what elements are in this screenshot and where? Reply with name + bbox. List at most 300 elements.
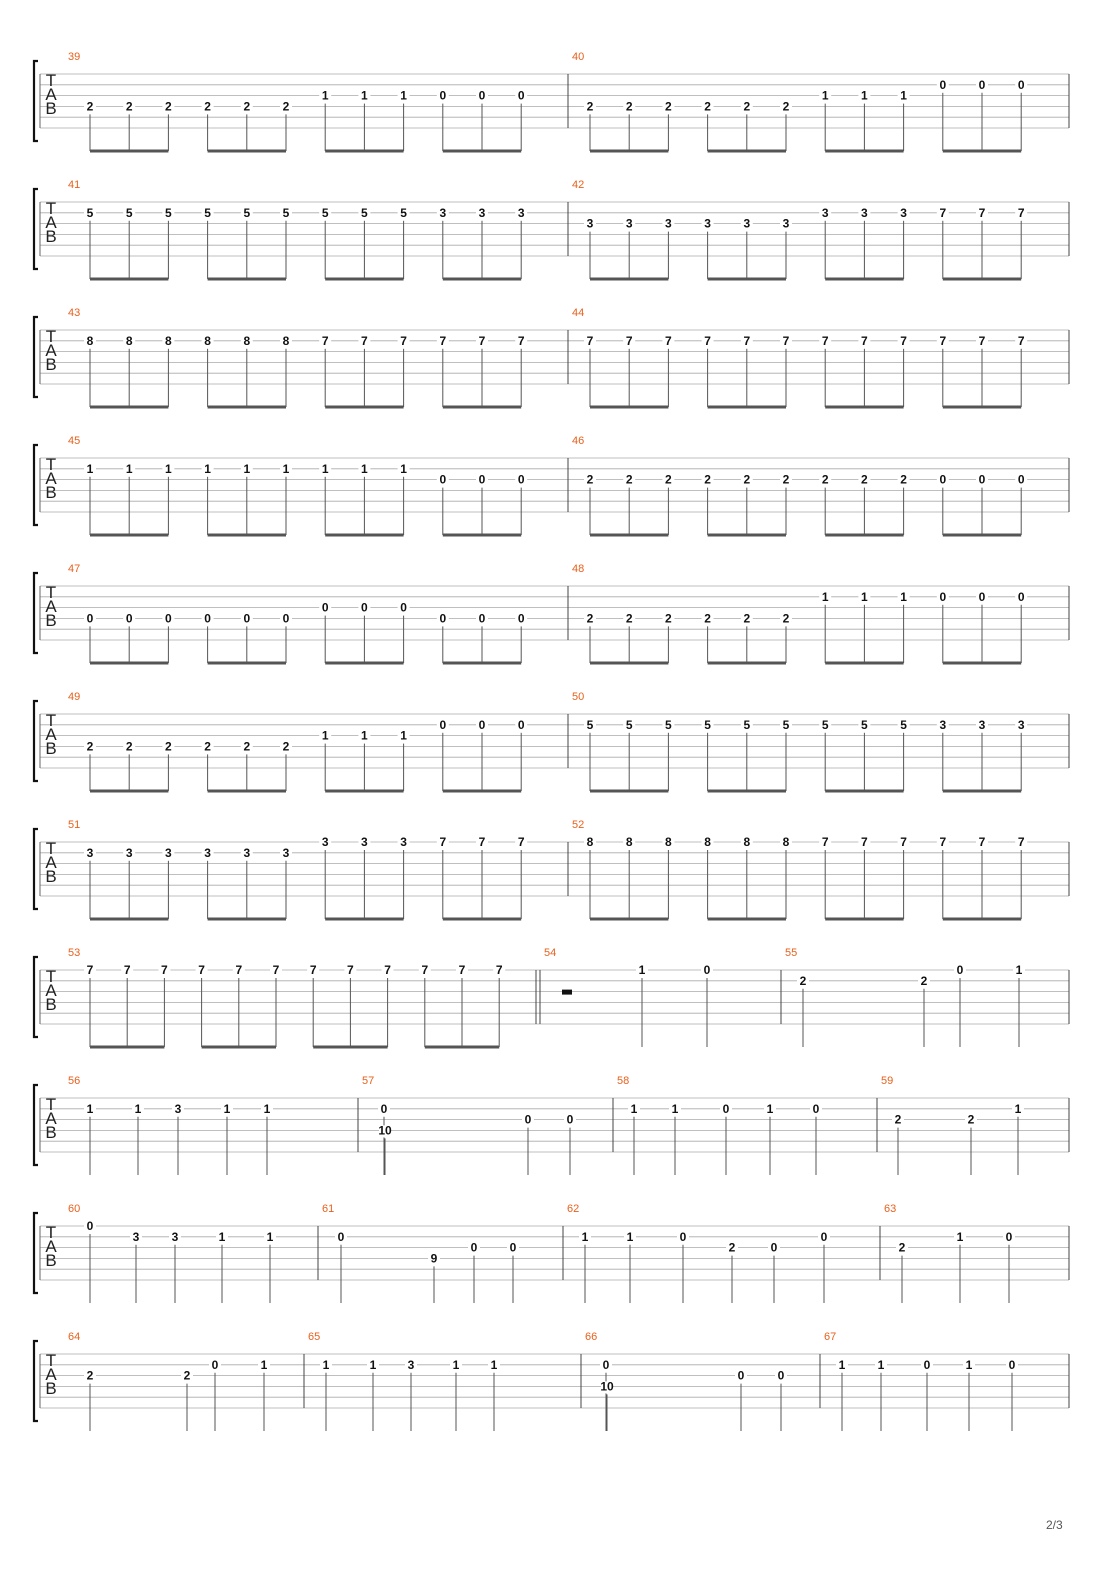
measure <box>785 947 1069 1047</box>
fret-number: 5 <box>821 717 829 732</box>
fret-number: 0 <box>439 472 447 487</box>
fret-number: 7 <box>978 835 986 849</box>
fret-number: 3 <box>282 845 290 860</box>
fret-number: 2 <box>204 99 211 114</box>
fret-number: 7 <box>321 333 329 348</box>
tab-clef-letter: A <box>45 1365 57 1384</box>
fret-number: 2 <box>821 472 829 487</box>
measure <box>572 691 1069 791</box>
fret-number: 7 <box>517 333 525 348</box>
fret-number: 0 <box>956 963 964 977</box>
fret-number: 7 <box>861 333 868 348</box>
fret-number: 7 <box>272 963 280 977</box>
measure-number: 40 <box>572 51 585 63</box>
fret-number: 7 <box>1017 333 1025 348</box>
fret-number: 3 <box>132 1229 140 1244</box>
tab-system <box>34 51 1069 151</box>
fret-number: 2 <box>782 611 790 626</box>
measure-number: 65 <box>308 1331 321 1343</box>
fret-number: 7 <box>743 333 751 348</box>
fret-number: 2 <box>898 1240 906 1255</box>
fret-number: 0 <box>1017 589 1025 604</box>
fret-number: 3 <box>171 1229 179 1244</box>
fret-number: 1 <box>263 1101 271 1116</box>
fret-number: 5 <box>86 205 94 220</box>
fret-number: 1 <box>86 461 94 476</box>
fret-number: 1 <box>626 1229 634 1244</box>
measure <box>68 179 568 279</box>
fret-number: 1 <box>369 1357 377 1372</box>
tab-clef-letter: A <box>45 853 57 872</box>
fret-number: 3 <box>204 845 211 860</box>
fret-number: 2 <box>243 99 251 114</box>
fret-number: 3 <box>743 216 751 231</box>
fret-number: 8 <box>665 835 672 849</box>
fret-number: 7 <box>361 333 368 348</box>
fret-number: 1 <box>322 1357 330 1372</box>
tab-clef-letter: T <box>45 199 57 218</box>
fret-number: 10 <box>600 1379 614 1394</box>
fret-number: 0 <box>86 1219 94 1233</box>
fret-number: 2 <box>86 99 94 114</box>
measure <box>585 1331 820 1431</box>
fret-number: 7 <box>900 835 907 849</box>
fret-number: 0 <box>703 963 711 977</box>
fret-number: 7 <box>586 333 594 348</box>
fret-number: 0 <box>737 1368 745 1383</box>
fret-number: 3 <box>125 845 133 860</box>
fret-number: 7 <box>939 333 947 348</box>
fret-number: 7 <box>978 205 986 220</box>
fret-number: 5 <box>900 717 907 732</box>
fret-number: 7 <box>939 835 947 849</box>
fret-number: 1 <box>490 1357 498 1372</box>
tab-clef-letter: T <box>45 711 57 730</box>
fret-number: 2 <box>243 739 251 754</box>
fret-number: 7 <box>478 333 486 348</box>
fret-number: 1 <box>86 1101 94 1116</box>
tab-system <box>34 947 1069 1047</box>
tab-clef-letter: T <box>45 583 57 602</box>
fret-number: 0 <box>509 1240 517 1255</box>
fret-number: 7 <box>478 835 486 849</box>
measure <box>322 1203 563 1303</box>
fret-number: 5 <box>243 205 251 220</box>
fret-number: 3 <box>586 216 594 231</box>
fret-number: 8 <box>586 835 594 849</box>
fret-number: 0 <box>125 611 133 626</box>
measure-number: 66 <box>585 1331 598 1343</box>
fret-number: 7 <box>309 963 317 977</box>
measure <box>308 1331 581 1431</box>
tab-system <box>34 691 1069 791</box>
measure <box>68 691 568 791</box>
measure-number: 54 <box>544 947 557 959</box>
measure <box>362 1075 613 1175</box>
fret-number: 2 <box>282 99 290 114</box>
tab-clef-letter: A <box>45 981 57 1000</box>
measure <box>572 563 1069 663</box>
fret-number: 0 <box>939 589 947 604</box>
page-number: 2/3 <box>1046 1518 1063 1532</box>
fret-number: 0 <box>978 472 986 487</box>
fret-number: 7 <box>821 333 829 348</box>
fret-number: 5 <box>704 717 711 732</box>
fret-number: 2 <box>586 611 594 626</box>
fret-number: 2 <box>665 472 672 487</box>
tab-clef-letter: T <box>45 1223 57 1242</box>
system-bracket <box>34 829 38 909</box>
fret-number: 2 <box>204 739 211 754</box>
tab-clef-letter: A <box>45 469 57 488</box>
fret-number: 1 <box>766 1101 774 1116</box>
fret-number: 1 <box>900 88 907 103</box>
fret-number: 1 <box>956 1229 964 1244</box>
fret-number: 0 <box>204 611 211 626</box>
fret-number: 7 <box>235 963 243 977</box>
fret-number: 7 <box>1017 835 1025 849</box>
system-bracket <box>34 1085 38 1165</box>
fret-number: 2 <box>125 99 133 114</box>
fret-number: 1 <box>361 461 368 476</box>
fret-number: 8 <box>743 835 751 849</box>
fret-number: 7 <box>384 963 391 977</box>
tab-clef-letter: T <box>45 327 57 346</box>
fret-number: 2 <box>967 1112 975 1127</box>
fret-number: 8 <box>782 835 790 849</box>
fret-number: 0 <box>1017 472 1025 487</box>
tab-clef-letter: B <box>45 867 57 886</box>
fret-number: 0 <box>602 1357 610 1372</box>
fret-number: 2 <box>165 739 172 754</box>
fret-number: 5 <box>782 717 790 732</box>
fret-number: 0 <box>86 611 94 626</box>
tab-clef-letter: A <box>45 597 57 616</box>
measure <box>68 51 568 151</box>
tab-clef-letter: B <box>45 227 57 246</box>
system-bracket <box>34 1341 38 1421</box>
fret-number: 7 <box>86 963 94 977</box>
measure-number: 53 <box>68 947 81 959</box>
fret-number: 7 <box>198 963 205 977</box>
measure <box>824 1331 1069 1431</box>
tab-system <box>34 1331 1069 1431</box>
fret-number: 0 <box>321 600 329 615</box>
fret-number: 2 <box>799 973 807 988</box>
tab-clef-letter: B <box>45 1251 57 1270</box>
tab-clef-letter: B <box>45 611 57 630</box>
fret-number: 3 <box>165 845 172 860</box>
fret-number: 2 <box>165 99 172 114</box>
measure <box>68 819 568 919</box>
fret-number: 0 <box>211 1357 219 1372</box>
fret-number: 1 <box>125 461 133 476</box>
fret-number: 0 <box>517 88 525 103</box>
fret-number: 0 <box>1017 77 1025 92</box>
fret-number: 2 <box>861 472 868 487</box>
measure <box>68 1203 318 1303</box>
fret-number: 0 <box>282 611 290 626</box>
tab-clef-letter: A <box>45 213 57 232</box>
fret-number: 2 <box>743 472 751 487</box>
fret-number: 1 <box>134 1101 142 1116</box>
fret-number: 5 <box>165 205 172 220</box>
system-bracket <box>34 61 38 141</box>
fret-number: 0 <box>939 472 947 487</box>
fret-number: 1 <box>260 1357 268 1372</box>
fret-number: 7 <box>400 333 407 348</box>
fret-number: 1 <box>1014 1101 1022 1116</box>
fret-number: 2 <box>86 739 94 754</box>
measure-number: 46 <box>572 435 585 447</box>
fret-number: 5 <box>282 205 290 220</box>
measure <box>884 1203 1069 1303</box>
fret-number: 1 <box>282 461 290 476</box>
fret-number: 0 <box>439 717 447 732</box>
fret-number: 8 <box>282 333 290 348</box>
fret-number: 5 <box>204 205 211 220</box>
tab-system <box>34 563 1069 663</box>
tab-clef-letter: B <box>45 995 57 1014</box>
measure <box>544 947 781 1047</box>
fret-number: 0 <box>337 1229 345 1244</box>
measure-number: 63 <box>884 1203 897 1215</box>
fret-number: 7 <box>782 333 790 348</box>
fret-number: 0 <box>812 1101 820 1116</box>
measure <box>572 307 1069 407</box>
fret-number: 1 <box>638 963 646 977</box>
fret-number: 2 <box>894 1112 902 1127</box>
measure <box>572 819 1069 919</box>
fret-number: 0 <box>243 611 251 626</box>
measure-number: 52 <box>572 819 585 831</box>
tab-system <box>34 307 1069 407</box>
tab-clef-letter: T <box>45 1351 57 1370</box>
fret-number: 5 <box>743 717 751 732</box>
fret-number: 2 <box>625 611 633 626</box>
fret-number: 2 <box>183 1368 191 1383</box>
fret-number: 0 <box>400 600 407 615</box>
fret-number: 9 <box>430 1251 438 1266</box>
fret-number: 1 <box>321 88 329 103</box>
fret-number: 0 <box>470 1240 478 1255</box>
fret-number: 5 <box>586 717 594 732</box>
tab-clef-letter: A <box>45 725 57 744</box>
fret-number: 3 <box>900 205 907 220</box>
system-bracket <box>34 573 38 653</box>
fret-number: 3 <box>517 205 525 220</box>
fret-number: 8 <box>125 333 133 348</box>
fret-number: 3 <box>861 205 868 220</box>
fret-number: 2 <box>743 611 751 626</box>
measure-number: 41 <box>68 179 81 191</box>
fret-number: 0 <box>820 1229 828 1244</box>
fret-number: 7 <box>421 963 429 977</box>
fret-number: 0 <box>923 1357 931 1372</box>
fret-number: 7 <box>665 333 672 348</box>
fret-number: 5 <box>861 717 868 732</box>
fret-number: 1 <box>165 461 172 476</box>
fret-number: 0 <box>679 1229 687 1244</box>
fret-number: 7 <box>1017 205 1025 220</box>
fret-number: 1 <box>243 461 251 476</box>
measure-number: 44 <box>572 307 585 319</box>
measure-number: 48 <box>572 563 585 575</box>
tab-system <box>34 1075 1069 1175</box>
fret-number: 2 <box>665 611 672 626</box>
measure-number: 42 <box>572 179 585 191</box>
measure-number: 64 <box>68 1331 81 1343</box>
tab-system <box>34 179 1069 279</box>
fret-number: 0 <box>722 1101 730 1116</box>
fret-number: 3 <box>782 216 790 231</box>
fret-number: 1 <box>838 1357 846 1372</box>
fret-number: 0 <box>478 717 486 732</box>
fret-number: 1 <box>1015 963 1023 977</box>
tab-clef-letter: B <box>45 739 57 758</box>
fret-number: 3 <box>407 1357 415 1372</box>
fret-number: 3 <box>321 835 329 849</box>
measure-number: 57 <box>362 1075 375 1087</box>
measure <box>617 1075 877 1175</box>
fret-number: 2 <box>586 472 594 487</box>
fret-number: 0 <box>478 472 486 487</box>
fret-number: 1 <box>400 88 407 103</box>
fret-number: 3 <box>1017 717 1025 732</box>
fret-number: 0 <box>380 1101 388 1116</box>
fret-number: 1 <box>877 1357 885 1372</box>
fret-number: 3 <box>665 216 672 231</box>
fret-number: 7 <box>821 835 829 849</box>
fret-number: 10 <box>378 1123 392 1138</box>
measure <box>68 1075 358 1175</box>
fret-number: 7 <box>861 835 868 849</box>
tab-clef-letter: B <box>45 355 57 374</box>
measure-number: 39 <box>68 51 81 63</box>
measure <box>68 947 540 1047</box>
fret-number: 1 <box>861 589 868 604</box>
measure-number: 60 <box>68 1203 81 1215</box>
fret-number: 0 <box>439 88 447 103</box>
fret-number: 2 <box>704 472 711 487</box>
fret-number: 0 <box>1005 1229 1013 1244</box>
fret-number: 0 <box>978 589 986 604</box>
measure-number: 62 <box>567 1203 580 1215</box>
fret-number: 5 <box>361 205 368 220</box>
fret-number: 5 <box>321 205 329 220</box>
fret-number: 1 <box>321 728 329 743</box>
measure <box>68 1331 304 1431</box>
fret-number: 0 <box>770 1240 778 1255</box>
fret-number: 2 <box>920 973 928 988</box>
tab-clef-letter: B <box>45 1379 57 1398</box>
system-bracket <box>34 701 38 781</box>
fret-number: 8 <box>204 333 211 348</box>
fret-number: 1 <box>900 589 907 604</box>
fret-number: 1 <box>218 1229 226 1244</box>
fret-number: 3 <box>361 835 368 849</box>
fret-number: 2 <box>704 611 711 626</box>
fret-number: 0 <box>1008 1357 1016 1372</box>
fret-number: 0 <box>939 77 947 92</box>
measure-number: 49 <box>68 691 81 703</box>
measure-number: 51 <box>68 819 81 831</box>
fret-number: 8 <box>86 333 94 348</box>
measure-number: 50 <box>572 691 585 703</box>
fret-number: 2 <box>743 99 751 114</box>
measure-number: 67 <box>824 1331 837 1343</box>
fret-number: 0 <box>524 1112 532 1127</box>
fret-number: 7 <box>517 835 525 849</box>
tab-system <box>34 435 1069 535</box>
measure <box>572 435 1069 535</box>
tab-clef-letter: A <box>45 1237 57 1256</box>
fret-number: 1 <box>861 88 868 103</box>
measure <box>881 1075 1069 1175</box>
tab-clef-letter: T <box>45 71 57 90</box>
half-rest <box>562 990 572 995</box>
system-bracket <box>34 957 38 1037</box>
system-bracket <box>34 189 38 269</box>
fret-number: 8 <box>243 333 251 348</box>
fret-number: 2 <box>125 739 133 754</box>
fret-number: 5 <box>665 717 672 732</box>
measure <box>572 51 1069 151</box>
tab-clef-letter: A <box>45 85 57 104</box>
tab-clef-letter: T <box>45 455 57 474</box>
fret-number: 2 <box>586 99 594 114</box>
tab-clef-letter: B <box>45 1123 57 1142</box>
measure-number: 43 <box>68 307 81 319</box>
fret-number: 5 <box>400 205 407 220</box>
fret-number: 1 <box>821 88 829 103</box>
fret-number: 8 <box>165 333 172 348</box>
fret-number: 1 <box>671 1101 679 1116</box>
fret-number: 3 <box>400 835 407 849</box>
fret-number: 2 <box>900 472 907 487</box>
fret-number: 0 <box>517 717 525 732</box>
fret-number: 8 <box>625 835 633 849</box>
fret-number: 1 <box>452 1357 460 1372</box>
fret-number: 1 <box>266 1229 274 1244</box>
fret-number: 7 <box>939 205 947 220</box>
fret-number: 7 <box>900 333 907 348</box>
fret-number: 3 <box>174 1101 182 1116</box>
fret-number: 7 <box>439 333 447 348</box>
fret-number: 7 <box>123 963 131 977</box>
fret-number: 2 <box>704 99 711 114</box>
fret-number: 1 <box>581 1229 589 1244</box>
fret-number: 1 <box>400 461 407 476</box>
fret-number: 2 <box>625 472 633 487</box>
fret-number: 1 <box>321 461 329 476</box>
fret-number: 3 <box>243 845 251 860</box>
fret-number: 1 <box>204 461 211 476</box>
fret-number: 3 <box>478 205 486 220</box>
measure <box>572 179 1069 279</box>
fret-number: 0 <box>978 77 986 92</box>
fret-number: 0 <box>361 600 368 615</box>
fret-number: 7 <box>439 835 447 849</box>
fret-number: 0 <box>439 611 447 626</box>
fret-number: 7 <box>458 963 466 977</box>
fret-number: 7 <box>625 333 633 348</box>
fret-number: 3 <box>704 216 711 231</box>
fret-number: 0 <box>478 611 486 626</box>
fret-number: 1 <box>821 589 829 604</box>
fret-number: 2 <box>282 739 290 754</box>
fret-number: 3 <box>86 845 94 860</box>
